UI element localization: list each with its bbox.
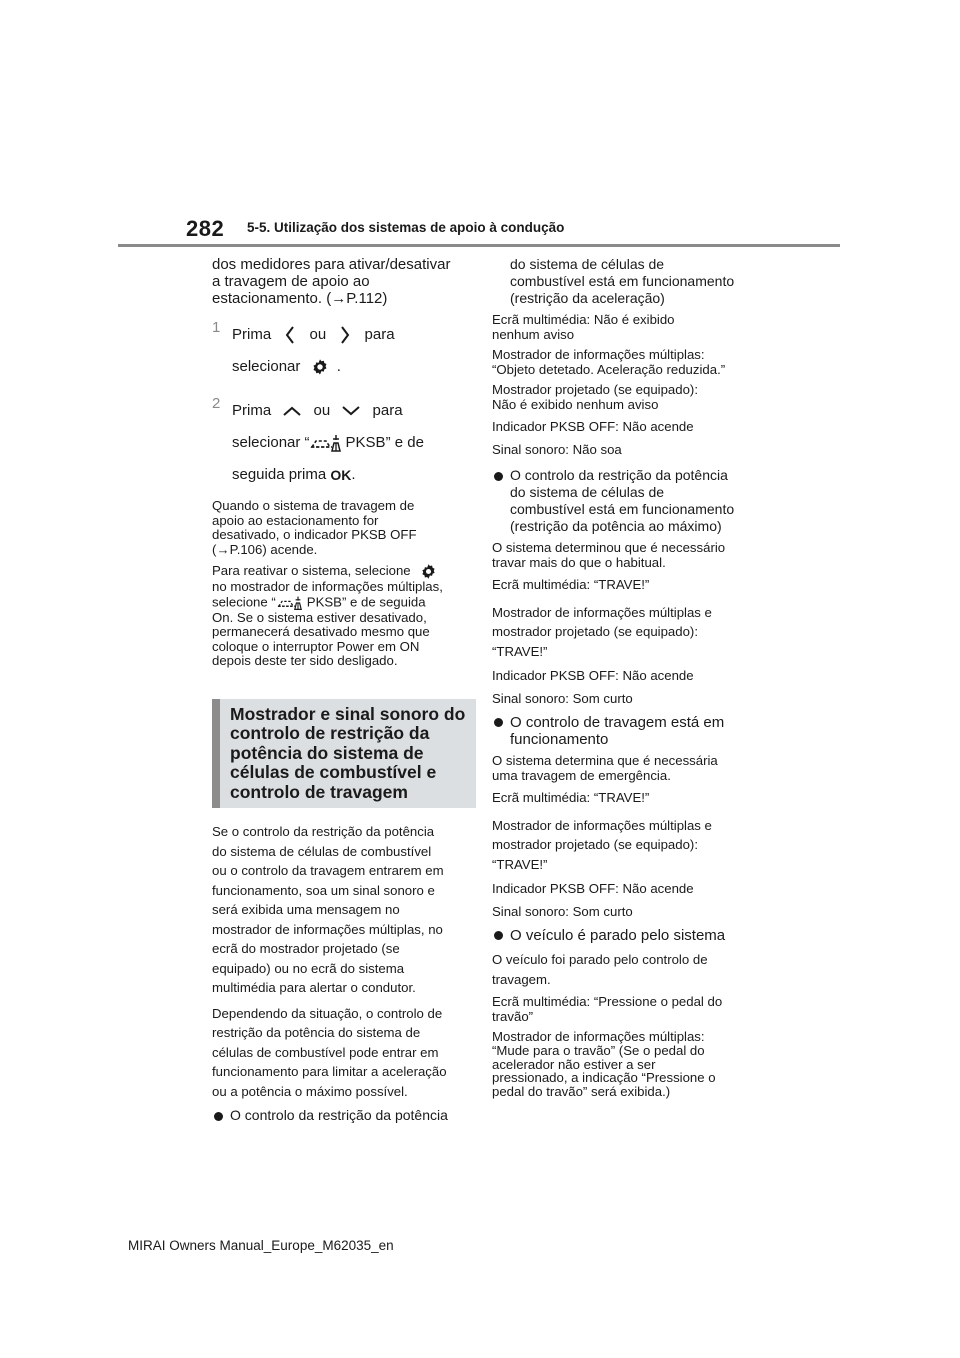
- footer-text: MIRAI Owners Manual_Europe_M62035_en: [128, 1238, 394, 1253]
- chevron-right-icon: [340, 326, 350, 344]
- info-item: Ecrã multimédia: Não é exibido nenhum aviso: [492, 312, 675, 342]
- bullet-item: O controlo da restrição da potência do sistema de células de combustível está em funcionamento (restrição da potência ao máximo): [492, 467, 754, 535]
- info-item: Mostrador de informações múltiplas: “Mude para o travão” (Se o pedal do acelerador não estiver a ser pressionado, a indicação “Pressione o pedal do travão” será exibida.): [492, 1029, 716, 1100]
- info-item: Indicador PKSB OFF: Não acende: [492, 881, 694, 896]
- page-number: 282: [186, 216, 225, 241]
- info-item: Mostrador de informações múltiplas e mostrador projetado (se equipado): “TRAVE!”: [492, 817, 712, 872]
- pksb-car-icon: [276, 595, 304, 611]
- step-number: 1: [212, 319, 221, 336]
- note-reactivate: Para reativar o sistema, selecione no mostrador de informações múltiplas, selecione “ PKSB” e de seguida On. Se o sistema estiver desativado, permanecerá desativado mesmo que coloque o interruptor Power em ON depois deste ter sido desligado.: [212, 563, 443, 669]
- info-item: O veículo foi parado pelo controlo de travagem.: [492, 952, 708, 987]
- right-column: [492, 256, 754, 1105]
- section-heading: Mostrador e sinal sonoro do controlo de restrição da potência do sistema de células de combustível e controlo de travagem: [230, 703, 466, 802]
- bullet-item: O controlo de travagem está em funcionamento: [492, 714, 754, 748]
- info-item: Mostrador de informações múltiplas: “Objeto detetado. Aceleração reduzida.”: [492, 347, 726, 377]
- ok-icon: OK: [330, 467, 352, 484]
- step-number: 2: [212, 395, 221, 412]
- chevron-down-icon: [342, 406, 360, 416]
- info-item: Ecrã multimédia: “Pressione o pedal do travão”: [492, 994, 723, 1024]
- section-heading-box: [212, 699, 476, 809]
- info-item: O sistema determina que é necessária uma travagem de emergência.: [492, 753, 718, 783]
- info-item: Sinal sonoro: Som curto: [492, 690, 633, 706]
- pksb-car-icon: [310, 433, 342, 453]
- info-item: Indicador PKSB OFF: Não acende: [492, 668, 694, 683]
- info-item: Indicador PKSB OFF: Não acende: [492, 419, 694, 434]
- bullet-item: O controlo da restrição da potência: [212, 1107, 470, 1124]
- chevron-left-icon: [285, 326, 295, 344]
- info-item: Ecrã multimédia: “TRAVE!”: [492, 577, 650, 592]
- info-item: Mostrador projetado (se equipado): Não é exibido nenhum aviso: [492, 382, 698, 412]
- header-rule: [118, 244, 840, 247]
- step-2: 2 Prima ou para selecionar “ PKSB” e de seguida prima OK.: [212, 395, 470, 491]
- info-item: Ecrã multimédia: “TRAVE!”: [492, 790, 650, 805]
- gear-icon: [420, 563, 437, 580]
- info-item: O sistema determinou que é necessário travar mais do que o habitual.: [492, 540, 726, 570]
- chevron-up-icon: [283, 406, 301, 416]
- body-paragraph: Se o controlo da restrição da potência do sistema de células de combustível ou o controlo da travagem entrarem em funcionamento, soa um sinal sonoro e será exibida uma mensagem no mostrador de informações múltiplas, no ecrã do mostrador projetado (se equipado) ou no ecrã do sistema multimédia para alertar o condutor.: [212, 824, 444, 996]
- arrow-symbol: →: [216, 541, 230, 557]
- arrow-symbol: →: [331, 290, 347, 307]
- left-column: [212, 256, 470, 1130]
- info-item: Sinal sonoro: Som curto: [492, 903, 633, 919]
- bullet-continuation: do sistema de células de combustível está em funcionamento (restrição da aceleração): [510, 256, 735, 306]
- step-1: 1 Prima ou para selecionar .: [212, 319, 395, 375]
- bullet-item: O veículo é parado pelo sistema: [492, 927, 754, 944]
- gear-icon: [311, 358, 329, 376]
- section-title: 5-5. Utilização dos sistemas de apoio à condução: [247, 220, 565, 235]
- note-disabled: Quando o sistema de travagem de apoio ao estacionamento for desativado, o indicador PKSB OFF (→P.106) acende.: [212, 498, 417, 557]
- info-item: Mostrador de informações múltiplas e mostrador projetado (se equipado): “TRAVE!”: [492, 604, 712, 659]
- intro-paragraph: dos medidores para ativar/desativar a travagem de apoio ao estacionamento. (→P.112): [212, 256, 451, 307]
- info-item: Sinal sonoro: Não soa: [492, 441, 622, 457]
- body-paragraph: Dependendo da situação, o controlo de restrição da potência do sistema de células de combustível pode entrar em funcionamento para limitar a aceleração ou a potência o máximo possível.: [212, 1005, 447, 1099]
